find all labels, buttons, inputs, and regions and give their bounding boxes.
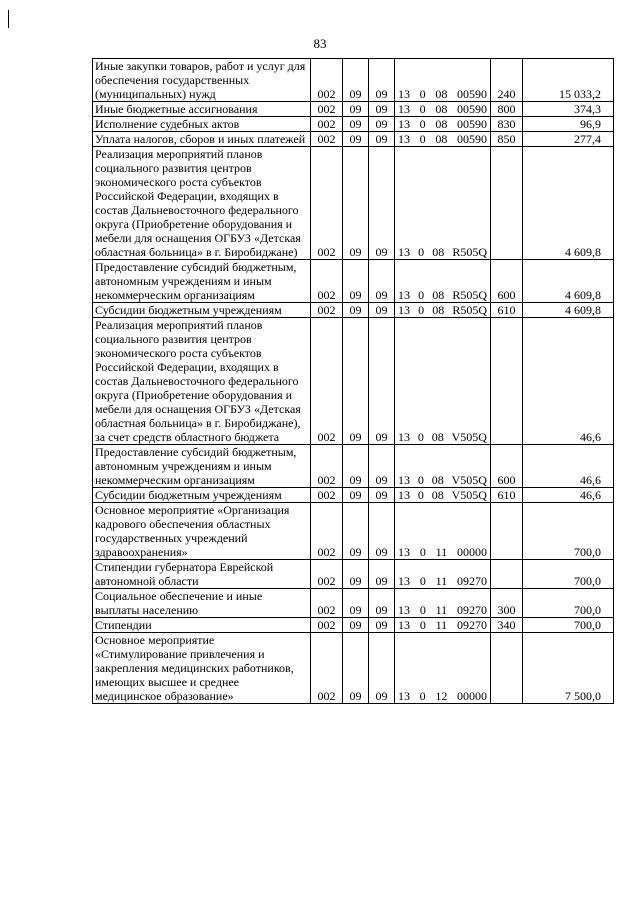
target-article-part: 13 <box>398 245 410 259</box>
target-article-cell <box>395 260 491 303</box>
target-article-part: R505Q <box>452 288 487 302</box>
expense-kind-cell: 830 <box>491 117 523 132</box>
subsection-code-cell: 09 <box>369 589 395 618</box>
expense-name-cell: Основное мероприятие «Стимулирование привлечения и закрепления медицинских работников, имеющих высшее и среднее медицинское образование» <box>93 633 311 704</box>
target-article-cell <box>395 147 491 260</box>
ministry-code-cell: 002 <box>311 132 343 147</box>
subsection-code-cell: 09 <box>369 147 395 260</box>
target-article-part: 00000 <box>457 545 487 559</box>
target-article-part: 11 <box>435 618 448 632</box>
ministry-code-cell: 002 <box>311 117 343 132</box>
target-article-part: V505Q <box>451 473 487 487</box>
target-article-part: 09270 <box>457 574 487 588</box>
target-article-part: 11 <box>435 603 448 617</box>
expense-kind-cell <box>491 503 523 560</box>
expense-kind-cell <box>491 560 523 589</box>
subsection-code-cell: 09 <box>369 303 395 318</box>
target-article-part: 08 <box>431 488 444 502</box>
target-article-part: 0 <box>418 245 425 259</box>
table-row <box>93 102 614 117</box>
target-article-part: 13 <box>398 87 410 101</box>
subsection-code-cell: 09 <box>369 102 395 117</box>
target-article-part: 13 <box>398 288 410 302</box>
target-article-part: 00590 <box>456 117 487 131</box>
ministry-code-cell: 002 <box>311 303 343 318</box>
subsection-code-cell: 09 <box>369 260 395 303</box>
section-code-cell: 09 <box>343 589 369 618</box>
section-code-cell: 09 <box>343 633 369 704</box>
expense-kind-cell <box>491 633 523 704</box>
target-article-part: 00590 <box>456 102 487 116</box>
ministry-code-cell: 002 <box>311 318 343 445</box>
target-article-part: R505Q <box>452 303 487 317</box>
section-code-cell: 09 <box>343 102 369 117</box>
amount-cell: 7 500,0 <box>523 633 614 704</box>
amount-cell: 700,0 <box>523 503 614 560</box>
target-article-part: 0 <box>417 473 424 487</box>
expense-kind-cell: 610 <box>491 488 523 503</box>
target-article-cell <box>395 618 491 633</box>
target-article-part: 13 <box>398 574 410 588</box>
section-code-cell: 09 <box>343 560 369 589</box>
page-number: 83 <box>313 36 327 51</box>
subsection-code-cell: 09 <box>369 132 395 147</box>
target-article-cell <box>395 488 491 503</box>
ministry-code-cell: 002 <box>311 589 343 618</box>
target-article-part: 0 <box>418 288 425 302</box>
table-row <box>93 618 614 633</box>
expense-name-cell: Стипендии губернатора Еврейской автономной области <box>93 560 311 589</box>
ministry-code-cell: 002 <box>311 147 343 260</box>
budget-table <box>92 58 614 704</box>
target-article-part: 13 <box>398 545 410 559</box>
target-article-part: 0 <box>417 430 424 444</box>
target-article-part: 00590 <box>456 87 487 101</box>
table-row <box>93 318 614 445</box>
table-row <box>93 503 614 560</box>
expense-kind-cell: 300 <box>491 589 523 618</box>
table-row <box>93 445 614 488</box>
target-article-part: 08 <box>435 117 448 131</box>
amount-cell: 15 033,2 <box>523 59 614 102</box>
target-article-part: 0 <box>419 102 426 116</box>
section-code-cell: 09 <box>343 117 369 132</box>
amount-cell: 4 609,8 <box>523 303 614 318</box>
expense-kind-cell: 240 <box>491 59 523 102</box>
table-row <box>93 560 614 589</box>
table-row <box>93 117 614 132</box>
subsection-code-cell: 09 <box>369 560 395 589</box>
expense-name-cell: Уплата налогов, сборов и иных платежей <box>93 132 311 147</box>
amount-cell: 4 609,8 <box>523 147 614 260</box>
ministry-code-cell: 002 <box>311 488 343 503</box>
amount-cell: 46,6 <box>523 445 614 488</box>
expense-name-cell: Исполнение судебных актов <box>93 117 311 132</box>
target-article-cell <box>395 633 491 704</box>
amount-cell: 96,9 <box>523 117 614 132</box>
target-article-cell <box>395 59 491 102</box>
target-article-cell <box>395 445 491 488</box>
section-code-cell: 09 <box>343 132 369 147</box>
expense-kind-cell: 600 <box>491 260 523 303</box>
section-code-cell: 09 <box>343 318 369 445</box>
target-article-part: 0 <box>419 618 426 632</box>
amount-cell: 46,6 <box>523 488 614 503</box>
amount-cell: 46,6 <box>523 318 614 445</box>
target-article-cell <box>395 117 491 132</box>
expense-name-cell: Субсидии бюджетным учреждениям <box>93 488 311 503</box>
target-article-part: 08 <box>435 102 448 116</box>
target-article-part: 13 <box>398 132 410 146</box>
ministry-code-cell: 002 <box>311 445 343 488</box>
expense-kind-cell <box>491 147 523 260</box>
target-article-part: 08 <box>432 303 445 317</box>
amount-cell: 4 609,8 <box>523 260 614 303</box>
expense-name-cell: Субсидии бюджетным учреждениям <box>93 303 311 318</box>
target-article-part: 08 <box>432 288 445 302</box>
table-row <box>93 303 614 318</box>
target-article-part: 08 <box>431 473 444 487</box>
amount-cell: 700,0 <box>523 618 614 633</box>
ministry-code-cell: 002 <box>311 618 343 633</box>
section-code-cell: 09 <box>343 59 369 102</box>
table-row <box>93 633 614 704</box>
target-article-part: 00000 <box>456 689 487 703</box>
target-article-part: 09270 <box>457 603 487 617</box>
amount-cell: 374,3 <box>523 102 614 117</box>
margin-mark <box>8 10 9 28</box>
target-article-part: 0 <box>419 117 426 131</box>
target-article-part: 13 <box>398 102 410 116</box>
target-article-cell <box>395 560 491 589</box>
target-article-part: 0 <box>419 689 426 703</box>
target-article-part: 13 <box>398 473 410 487</box>
expense-name-cell: Иные бюджетные ассигнования <box>93 102 311 117</box>
expense-name-cell: Реализация мероприятий планов социального развития центров экономического роста субъектов Российской Федерации, входящих в состав Дальневосточного федерального округа (Приобретение оборудования и мебели для оснащения ОГБУЗ «Детская областная больница» в г. Биробиджане) <box>93 147 311 260</box>
subsection-code-cell: 09 <box>369 59 395 102</box>
ministry-code-cell: 002 <box>311 633 343 704</box>
target-article-part: 09270 <box>457 618 487 632</box>
target-article-part: 08 <box>432 245 445 259</box>
expense-name-cell: Предоставление субсидий бюджетным, автономным учреждениям и иным некоммерческим организациям <box>93 445 311 488</box>
target-article-part: 0 <box>419 132 426 146</box>
section-code-cell: 09 <box>343 618 369 633</box>
subsection-code-cell: 09 <box>369 503 395 560</box>
expense-name-cell: Предоставление субсидий бюджетным, автономным учреждениям и иным некоммерческим организациям <box>93 260 311 303</box>
target-article-part: 0 <box>419 603 426 617</box>
budget-table-body <box>93 59 614 704</box>
target-article-part: 13 <box>398 303 410 317</box>
target-article-part: V505Q <box>451 430 487 444</box>
subsection-code-cell: 09 <box>369 445 395 488</box>
target-article-part: 13 <box>398 117 410 131</box>
target-article-part: 0 <box>419 574 426 588</box>
expense-kind-cell: 800 <box>491 102 523 117</box>
expense-kind-cell: 600 <box>491 445 523 488</box>
table-row <box>93 132 614 147</box>
expense-name-cell: Иные закупки товаров, работ и услуг для обеспечения государственных (муниципальных) нужд <box>93 59 311 102</box>
target-article-part: R505Q <box>452 245 487 259</box>
amount-cell: 277,4 <box>523 132 614 147</box>
target-article-part: 11 <box>435 545 448 559</box>
target-article-part: 13 <box>398 618 410 632</box>
target-article-part: 13 <box>398 603 410 617</box>
target-article-part: 13 <box>398 689 410 703</box>
target-article-cell <box>395 303 491 318</box>
target-article-part: 08 <box>435 87 448 101</box>
expense-name-cell: Реализация мероприятий планов социального развития центров экономического роста субъектов Российской Федерации, входящих в состав Дальневосточного федерального округа (Приобретение оборудования и мебели для оснащения ОГБУЗ «Детская областная больница» в г. Биробиджане), за счет средств областного бюджета <box>93 318 311 445</box>
ministry-code-cell: 002 <box>311 59 343 102</box>
amount-cell: 700,0 <box>523 589 614 618</box>
target-article-cell <box>395 589 491 618</box>
ministry-code-cell: 002 <box>311 260 343 303</box>
target-article-cell <box>395 503 491 560</box>
target-article-part: 08 <box>431 430 444 444</box>
target-article-part: 0 <box>417 488 424 502</box>
section-code-cell: 09 <box>343 260 369 303</box>
ministry-code-cell: 002 <box>311 560 343 589</box>
section-code-cell: 09 <box>343 147 369 260</box>
target-article-part: 13 <box>398 430 410 444</box>
expense-kind-cell: 340 <box>491 618 523 633</box>
target-article-part: V505Q <box>451 488 487 502</box>
section-code-cell: 09 <box>343 488 369 503</box>
subsection-code-cell: 09 <box>369 488 395 503</box>
subsection-code-cell: 09 <box>369 318 395 445</box>
target-article-part: 0 <box>418 303 425 317</box>
target-article-part: 00590 <box>456 132 487 146</box>
target-article-part: 08 <box>435 132 448 146</box>
expense-kind-cell: 610 <box>491 303 523 318</box>
expense-kind-cell <box>491 318 523 445</box>
amount-cell: 700,0 <box>523 560 614 589</box>
expense-kind-cell: 850 <box>491 132 523 147</box>
table-row <box>93 147 614 260</box>
target-article-cell <box>395 318 491 445</box>
table-row <box>93 59 614 102</box>
target-article-part: 0 <box>419 87 426 101</box>
section-code-cell: 09 <box>343 445 369 488</box>
expense-name-cell: Стипендии <box>93 618 311 633</box>
table-row <box>93 589 614 618</box>
section-code-cell: 09 <box>343 303 369 318</box>
target-article-cell <box>395 102 491 117</box>
subsection-code-cell: 09 <box>369 117 395 132</box>
ministry-code-cell: 002 <box>311 503 343 560</box>
section-code-cell: 09 <box>343 503 369 560</box>
table-row <box>93 488 614 503</box>
target-article-part: 13 <box>398 488 410 502</box>
subsection-code-cell: 09 <box>369 633 395 704</box>
expense-name-cell: Основное мероприятие «Организация кадрового обеспечения областных государственных учреждений здравоохранения» <box>93 503 311 560</box>
target-article-part: 12 <box>435 689 448 703</box>
target-article-part: 0 <box>419 545 426 559</box>
ministry-code-cell: 002 <box>311 102 343 117</box>
table-row <box>93 260 614 303</box>
target-article-part: 11 <box>435 574 448 588</box>
expense-name-cell: Социальное обеспечение и иные выплаты населению <box>93 589 311 618</box>
target-article-cell <box>395 132 491 147</box>
subsection-code-cell: 09 <box>369 618 395 633</box>
